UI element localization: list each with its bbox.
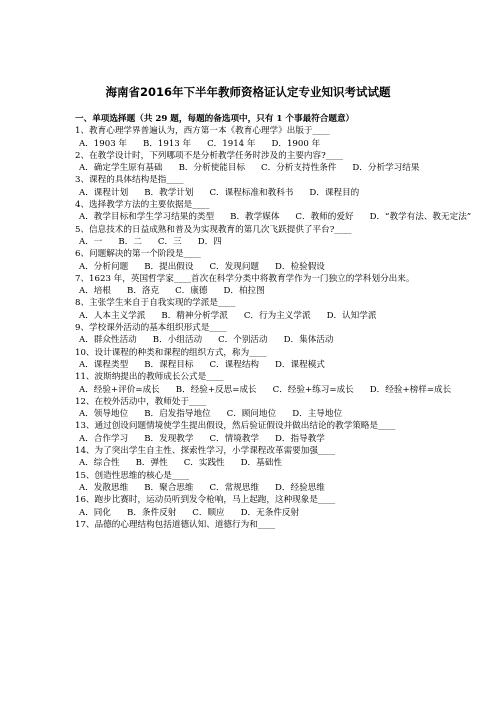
option-c: C．分析支持性条件 xyxy=(261,163,337,174)
option-b: B．小组活动 xyxy=(152,335,203,346)
option-b: B．经验+反思=成长 xyxy=(175,384,257,395)
option-d: D．检验假设 xyxy=(275,261,325,272)
option-d: D．课程模式 xyxy=(275,359,325,370)
question-text: 8、主张学生来自于自我实现的学派是____ xyxy=(75,298,236,309)
question-item xyxy=(75,470,425,495)
option-c: C．发现问题 xyxy=(209,261,260,272)
option-b: B．精神分析学派 xyxy=(161,310,228,321)
option-row xyxy=(75,187,425,199)
section-heading: 一、单项选择题（共 29 题，每题的备选项中，只有 1 个事最符合题意） xyxy=(75,114,355,124)
option-b: B．条件反射 xyxy=(127,507,177,518)
question-text: 7、1623 年，英国哲学家____首次在科学分类中将教育学作为一门独立的学科划分出来。 xyxy=(75,273,415,284)
question-item xyxy=(75,396,425,421)
question-list xyxy=(75,125,472,531)
option-c: C．实践性 xyxy=(183,458,225,469)
option-c: C．行为主义学派 xyxy=(243,310,311,321)
option-row xyxy=(75,162,425,174)
question-text: 13、通过创设问题情境使学生提出假设，然后验证假设并做出结论的教学策略是____ xyxy=(75,421,396,432)
option-c: C．课程标准和教科书 xyxy=(209,187,294,198)
question-item xyxy=(75,519,425,531)
option-b: B．提出假设 xyxy=(144,261,194,272)
question-text: 1、教育心理学界普遍认为，西方第一本《教育心理学》出版于____ xyxy=(75,126,330,137)
option-c: C．康德 xyxy=(175,286,208,297)
question-text: 2、在教学设计时，下列哪项不是分析教学任务时涉及的主要内容?____ xyxy=(75,150,343,161)
option-row xyxy=(75,334,425,346)
option-a: A．分析问题 xyxy=(79,261,129,272)
option-b: B．二 xyxy=(118,236,142,247)
question-text: 12、在校外活动中，教师处于____ xyxy=(75,396,207,407)
question-text: 4、选择教学方法的主要依据是____ xyxy=(75,200,210,211)
question-text: 6、问题解决的第一个阶段是____ xyxy=(75,249,201,260)
question-item xyxy=(75,371,452,396)
option-b: B．发现教学 xyxy=(144,433,194,444)
option-d: D．柏拉图 xyxy=(223,286,265,297)
option-row xyxy=(75,507,425,519)
option-a: A．领导地位 xyxy=(79,409,129,420)
option-c: C．课程结构 xyxy=(209,359,260,370)
question-item xyxy=(75,224,425,249)
option-d: D．无条件反射 xyxy=(240,507,300,518)
option-a: A．1903 年 xyxy=(79,138,127,149)
option-a: A．综合性 xyxy=(79,458,120,469)
question-text: 3、课程的具体结构是指____ xyxy=(75,175,184,186)
option-row xyxy=(75,482,425,494)
option-row xyxy=(75,433,425,445)
option-d: D．认知学派 xyxy=(326,310,377,321)
option-d: D．经验+榜样=成长 xyxy=(369,384,452,395)
question-text: 15、创造性思维的核心是____ xyxy=(75,470,190,481)
option-b: B．教学媒体 xyxy=(230,212,280,223)
option-c: C．三 xyxy=(157,236,182,247)
question-text: 14、为了突出学生自主性、探索性学习，小学课程改革需要加强____ xyxy=(75,446,336,457)
document-body xyxy=(75,113,472,531)
option-d: D．1900 年 xyxy=(271,138,321,149)
question-text: 17、品德的心理结构包括道德认知、道德行为和____ xyxy=(75,519,275,530)
option-row xyxy=(75,285,425,297)
option-row xyxy=(75,457,425,469)
question-item xyxy=(75,494,425,519)
option-b: B．弹性 xyxy=(135,458,168,469)
option-c: C．经验+练习=成长 xyxy=(272,384,354,395)
option-c: C．教师的爱好 xyxy=(295,212,354,223)
option-row xyxy=(75,384,452,396)
question-text: 11、波斯纳提出的教师成长公式是____ xyxy=(75,372,224,383)
question-item xyxy=(75,125,425,150)
option-b: B．1913 年 xyxy=(143,138,192,149)
option-a: A．人本主义学派 xyxy=(79,310,146,321)
page-title: 海南省2016年下半年教师资格证认定专业知识考试试题 xyxy=(105,85,391,99)
option-c: C．顾问地位 xyxy=(226,409,277,420)
option-row xyxy=(75,261,425,273)
question-text: 16、跑步比赛时，运动员听到发令枪响，马上起跑，这种现象是____ xyxy=(75,495,336,506)
question-item xyxy=(75,445,425,470)
option-a: A．群众性活动 xyxy=(79,335,137,346)
option-c: C．1914 年 xyxy=(207,138,256,149)
option-a: A．确定学生原有基础 xyxy=(79,163,163,174)
option-a: A．同化 xyxy=(79,507,111,518)
option-d: D．“教学有法、教无定法” xyxy=(369,212,472,223)
question-item xyxy=(75,199,472,224)
option-c: C．常规思维 xyxy=(209,482,260,493)
option-d: D．课程目的 xyxy=(309,187,360,198)
option-a: A．培根 xyxy=(79,286,111,297)
option-d: D．集体活动 xyxy=(283,335,334,346)
option-b: B．分析使能目标 xyxy=(178,163,246,174)
option-b: B．聚合思维 xyxy=(144,482,194,493)
question-text: 9、学校课外活动的基本组织形式是____ xyxy=(75,323,227,334)
option-a: A．经验+评价=成长 xyxy=(79,384,160,395)
option-b: B．洛克 xyxy=(127,286,160,297)
question-item xyxy=(75,248,425,273)
option-a: A．课程类型 xyxy=(79,359,129,370)
option-d: D．四 xyxy=(197,236,222,247)
question-item xyxy=(75,347,425,372)
question-item xyxy=(75,273,425,298)
option-d: D．指导教学 xyxy=(275,433,325,444)
option-row xyxy=(75,359,425,371)
question-item xyxy=(75,150,425,175)
option-c: C．顺应 xyxy=(192,507,225,518)
question-item xyxy=(75,420,425,445)
option-d: D．分析学习结果 xyxy=(352,163,420,174)
option-a: A．教学目标和学生学习结果的类型 xyxy=(79,212,215,223)
option-a: A．一 xyxy=(79,236,103,247)
option-d: D．基础性 xyxy=(240,458,282,469)
option-row xyxy=(75,236,425,248)
option-row xyxy=(75,408,425,420)
question-item xyxy=(75,297,425,322)
option-c: C．情境教学 xyxy=(209,433,260,444)
option-b: B．启发指导地位 xyxy=(144,409,211,420)
option-b: B．教学计划 xyxy=(144,187,194,198)
option-d: D．经验思维 xyxy=(275,482,325,493)
option-a: A．合作学习 xyxy=(79,433,129,444)
option-a: A．课程计划 xyxy=(79,187,129,198)
question-item xyxy=(75,174,425,199)
question-text: 10、设计课程的种类和课程的组织方式，称为____ xyxy=(75,347,267,358)
option-b: B．课程目标 xyxy=(144,359,194,370)
question-text: 5、信息技术的日益成熟和普及为实现教育的第几次飞跃提供了平台?____ xyxy=(75,224,352,235)
question-item xyxy=(75,322,425,347)
option-row xyxy=(75,138,425,150)
option-row xyxy=(75,310,425,322)
option-c: C．个别活动 xyxy=(218,335,268,346)
option-d: D．主导地位 xyxy=(292,409,343,420)
option-a: A．发散思维 xyxy=(79,482,129,493)
option-row xyxy=(75,211,472,223)
